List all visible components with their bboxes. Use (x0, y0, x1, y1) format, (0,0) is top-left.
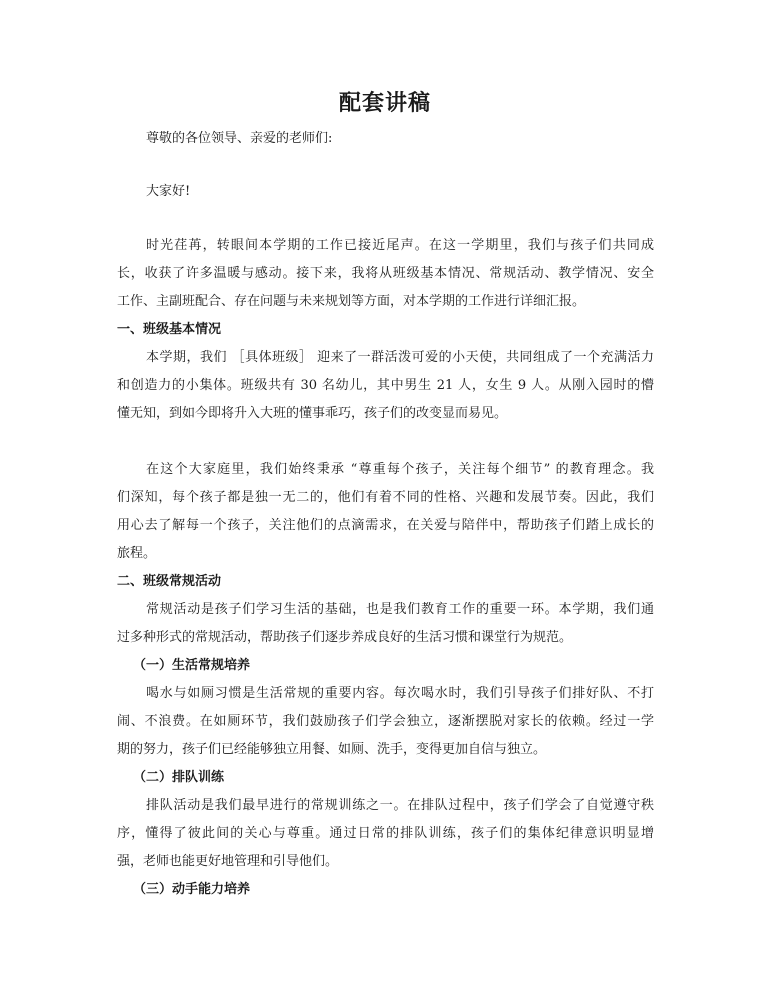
section-2-heading: 二、班级常规活动 (117, 574, 222, 589)
sub1-line-2: 闹、不浪费。在如厕环节，我们鼓励孩子们学会独立，逐渐摆脱对家长的依赖。经过一学 (117, 714, 654, 729)
s1-p2-line-2: 们深知，每个孩子都是独一无二的，他们有着不同的性格、兴趣和发展节奏。因此，我们 (117, 490, 654, 505)
s1-p2-line-1: 在这个大家庭里，我们始终秉承 “尊重每个孩子，关注每个细节” 的教育理念。我 (146, 462, 654, 477)
subsection-3-heading: （三）动手能力培养 (133, 882, 251, 897)
greeting: 大家好! (146, 184, 191, 199)
subsection-2-heading: （二）排队训练 (133, 770, 225, 785)
intro-line-1: 时光荏苒，转眼间本学期的工作已接近尾声。在这一学期里，我们与孩子们共同成 (146, 238, 654, 253)
s1-p2-line-4: 旅程。 (117, 546, 157, 561)
intro-line-3: 工作、主副班配合、存在问题与未来规划等方面，对本学期的工作进行详细汇报。 (117, 294, 586, 309)
document-title: 配套讲稿 (338, 90, 431, 116)
intro-line-2: 长，收获了许多温暖与感动。接下来，我将从班级基本情况、常规活动、教学情况、安全 (117, 266, 654, 281)
s2-p1-line-1: 常规活动是孩子们学习生活的基础，也是我们教育工作的重要一环。本学期，我们通 (146, 602, 654, 617)
sub2-line-3: 强，老师也能更好地管理和引导他们。 (117, 854, 339, 869)
s1-p2-line-3: 用心去了解每一个孩子，关注他们的点滴需求，在关爱与陪伴中，帮助孩子们踏上成长的 (117, 518, 654, 533)
sub2-line-1: 排队活动是我们最早进行的常规训练之一。在排队过程中，孩子们学会了自觉遵守秩 (146, 798, 654, 813)
s1-p1-line-2: 和创造力的小集体。班级共有 30 名幼儿，其中男生 21 人，女生 9 人。从刚入园时的懵 (117, 378, 654, 393)
sub1-line-3: 期的努力，孩子们已经能够独立用餐、如厕、洗手，变得更加自信与独立。 (117, 742, 547, 757)
s1-p1-line-1: 本学期，我们 ［具体班级］ 迎来了一群活泼可爱的小天使，共同组成了一个充满活力 (146, 350, 654, 365)
salutation: 尊敬的各位领导、亲爱的老师们: (146, 131, 333, 146)
sub2-line-2: 序，懂得了彼此间的关心与尊重。通过日常的排队训练，孩子们的集体纪律意识明显增 (117, 826, 654, 841)
section-1-heading: 一、班级基本情况 (117, 322, 222, 337)
sub1-line-1: 喝水与如厕习惯是生活常规的重要内容。每次喝水时，我们引导孩子们排好队、不打 (146, 686, 654, 701)
s2-p1-line-2: 过多种形式的常规活动，帮助孩子们逐步养成良好的生活习惯和课堂行为规范。 (117, 630, 573, 645)
subsection-1-heading: （一）生活常规培养 (133, 658, 251, 673)
s1-p1-line-3: 懂无知，到如今即将升入大班的懂事乖巧，孩子们的改变显而易见。 (117, 406, 508, 421)
